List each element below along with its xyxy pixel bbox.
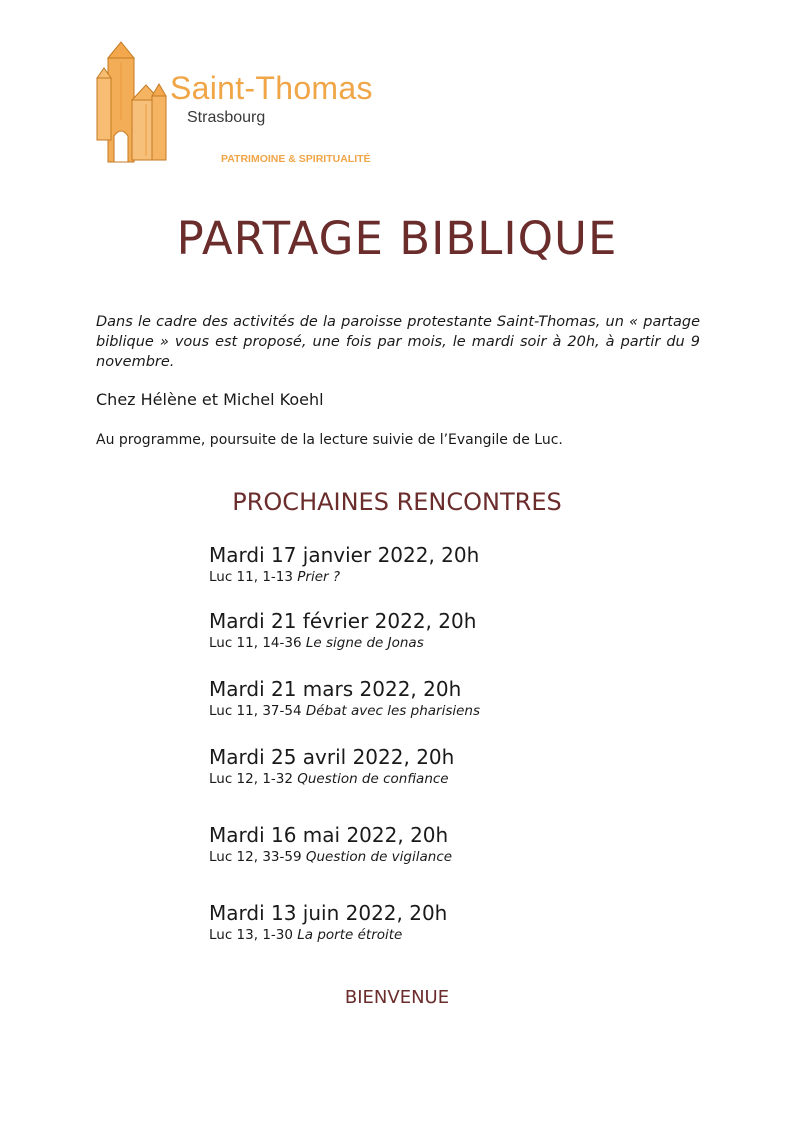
meeting-date: Mardi 17 janvier 2022, 20h [209,543,480,567]
meeting-reference [209,848,689,866]
meeting-item [209,676,689,720]
section-title: PROCHAINES RENCONTRES [232,488,562,516]
meeting-theme: Question de vigilance [305,849,453,865]
meeting-theme: Question de confiance [297,771,449,787]
meeting-item [209,542,689,586]
meeting-item [209,608,689,652]
meeting-theme: Débat avec les pharisiens [305,703,481,719]
meeting-date: Mardi 13 juin 2022, 20h [209,901,448,925]
meeting-date: Mardi 16 mai 2022, 20h [209,823,449,847]
host-line: Chez Hélène et Michel Koehl [96,390,324,409]
meeting-date: Mardi 21 mars 2022, 20h [209,677,462,701]
meeting-date: Mardi 25 avril 2022, 20h [209,745,455,769]
meeting-passage: Luc 11, 14-36 [209,635,302,651]
meeting-passage: Luc 13, 1-30 [209,927,293,943]
meeting-reference [209,634,689,652]
meeting-reference [209,770,689,788]
church-logo-icon [96,40,176,165]
meeting-reference [209,926,689,944]
meeting-date: Mardi 21 février 2022, 20h [209,609,477,633]
meeting-passage: Luc 12, 1-32 [209,771,293,787]
meeting-item [209,900,689,944]
meeting-passage: Luc 11, 1-13 [209,569,293,585]
program-line: Au programme, poursuite de la lecture suivie de l’Evangile de Luc. [96,432,563,448]
meeting-theme: La porte étroite [297,927,403,943]
meeting-reference [209,568,689,586]
meeting-theme: Le signe de Jonas [305,635,424,651]
page-title: PARTAGE BIBLIQUE [176,212,618,265]
meeting-passage: Luc 12, 33-59 [209,849,302,865]
intro-paragraph: Dans le cadre des activités de la paroisse protestante Saint-Thomas, un « partage biblique » vous est proposé, une fois par mois, le mardi soir à 20h, à partir du 9 novembre. [96,314,700,370]
meeting-theme: Prier ? [297,569,341,585]
meeting-reference [209,702,689,720]
logo-city: Strasbourg [187,109,266,126]
meeting-passage: Luc 11, 37-54 [209,703,302,719]
logo-name: Saint-Thomas [170,70,373,106]
meeting-item [209,744,689,788]
welcome-text: BIENVENUE [344,987,450,1008]
logo-tagline: PATRIMOINE & SPIRITUALITÉ [221,153,371,165]
logo [96,40,396,172]
meeting-item [209,822,689,866]
